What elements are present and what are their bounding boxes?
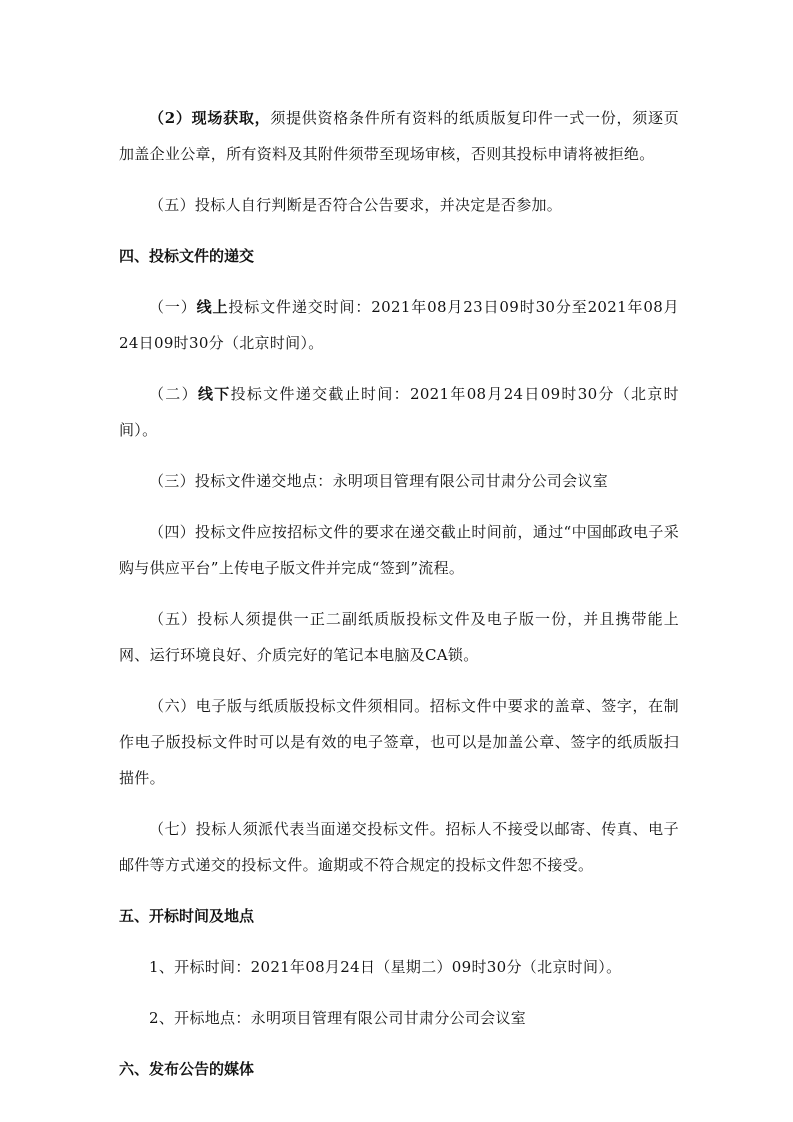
- bold-keyword: 线上: [196, 298, 229, 316]
- item-number: （二）: [149, 385, 198, 403]
- paragraph-paper-copies: （五）投标人须提供一正二副纸质版投标文件及电子版一份，并且携带能上网、运行环境良好、介质完好的笔记本电脑及CA锁。: [119, 610, 679, 664]
- document-body: [119, 100, 679, 1087]
- paragraph-submission-location: （三）投标文件递交地点：永明项目管理有限公司甘肃分公司会议室: [149, 472, 609, 490]
- bold-keyword: 线下: [197, 385, 231, 403]
- paragraph-opening-time: 1、开标时间：2021年08月24日（星期二）09时30分（北京时间）。: [149, 958, 622, 976]
- section-heading-submission: 四、投标文件的递交: [119, 247, 255, 265]
- bold-lead: （2）现场获取，: [149, 109, 271, 127]
- paragraph-text: 投标文件递交时间：2021年08月23日09时30分至2021年08月24日09时30分（北京时间）。: [119, 298, 679, 352]
- paragraph-online-submission: [119, 289, 679, 361]
- paragraph-in-person-delivery: （七）投标人须派代表当面递交投标文件。招标人不接受以邮寄、传真、电子邮件等方式递交的投标文件。逾期或不符合规定的投标文件恕不接受。: [119, 820, 679, 874]
- section-heading-media: 六、发布公告的媒体: [119, 1060, 255, 1078]
- paragraph-text: 投标文件递交截止时间：2021年08月24日09时30分（北京时间）。: [119, 385, 679, 439]
- paragraph-electronic-upload: （四）投标文件应按招标文件的要求在递交截止时间前，通过“中国邮政电子采购与供应平台”上传电子版文件并完成“签到”流程。: [119, 523, 679, 577]
- paragraph-opening-location: 2、开标地点：永明项目管理有限公司甘肃分公司会议室: [149, 1009, 527, 1027]
- paragraph-onsite-acquisition: [119, 100, 679, 172]
- paragraph-text: 须提供资格条件所有资料的纸质版复印件一式一份，须逐页加盖企业公章，所有资料及其附件须带至现场审核，否则其投标申请将被拒绝。: [119, 109, 679, 163]
- item-number: （一）: [149, 298, 197, 316]
- paragraph-offline-submission: [119, 376, 679, 448]
- section-heading-opening: 五、开标时间及地点: [119, 907, 255, 925]
- paragraph-electronic-paper-consistency: （六）电子版与纸质版投标文件须相同。招标文件中要求的盖章、签字，在制作电子版投标文件时可以是有效的电子签章，也可以是加盖公章、签字的纸质版扫描件。: [119, 697, 679, 787]
- paragraph-self-judgement: （五）投标人自行判断是否符合公告要求，并决定是否参加。: [149, 196, 563, 214]
